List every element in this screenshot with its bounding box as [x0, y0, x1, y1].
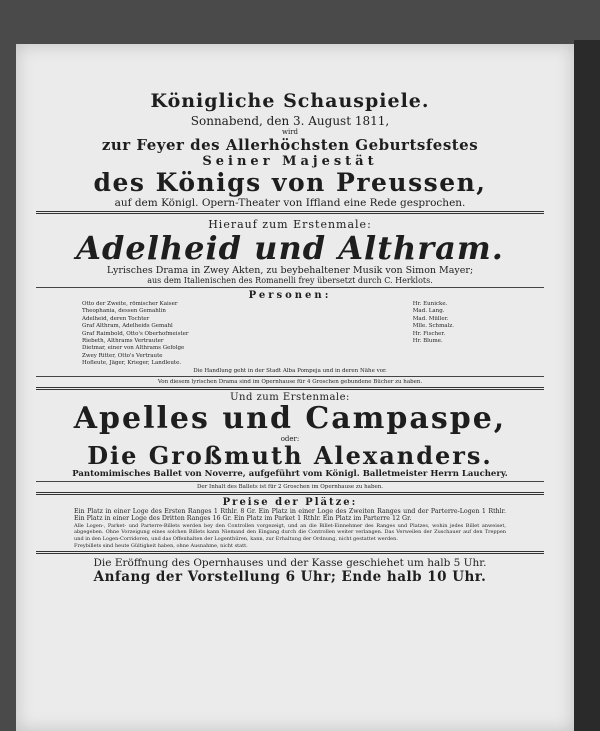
role-name: Adelheid, deren Tochter [82, 315, 150, 322]
cast-list [26, 301, 554, 368]
performance-date: Sonnabend, den 3. August 1811, [190, 114, 390, 128]
play-description: Lyrisches Drama in Zwey Akten, zu beybehaltener Musik von Simon Mayer; [106, 265, 474, 276]
cast-roles [82, 301, 189, 368]
theatre-title: Königliche Schauspiele. [150, 90, 430, 112]
opening-time: Die Eröffnung des Opernhauses und der Kasse geschiehet um halb 5 Uhr. [93, 557, 487, 570]
actor-name: Hr. Fischer. [412, 330, 446, 337]
free-ticket-note: Freybillets sind heute Gültigkeit haben, ohne Ausnahme, nicht statt. [74, 542, 248, 549]
cast-actors [413, 301, 494, 368]
actor-name: Hr. Blume. [412, 338, 443, 345]
role-name: Riebeth, Althrams Vertrauter [82, 338, 164, 345]
scan-background-top [0, 0, 600, 44]
word-oder: oder: [280, 434, 300, 443]
playbill-content [26, 88, 554, 585]
ballet-subtitle: Die Großmuth Alexanders. [87, 442, 493, 469]
scan-background-right [574, 40, 600, 731]
actor-name: Hr. Eunicke. [412, 301, 448, 307]
play-title-adelheid: Adelheid und Althram. [76, 231, 504, 265]
divider [36, 551, 544, 554]
role-name: Theophania, dessen Gemahlin [82, 308, 166, 315]
role-name: Otto der Zweite, römischer Kaiser [82, 301, 178, 307]
actor-name: Mlle. Schmalz. [412, 323, 454, 330]
cast-heading: Personen: [248, 290, 332, 301]
second-first-time-intro: Und zum Erstenmale: [230, 391, 350, 403]
first-time-intro: Hierauf zum Erstenmale: [208, 218, 372, 231]
occasion-line: zur Feyer des Allerhöchsten Geburtsfestes [101, 136, 479, 154]
role-name: Hofleute, Jäger, Krieger, Landleute. [82, 360, 182, 367]
majesty-line: Seiner Majestät [202, 154, 378, 169]
opera-theatre-line: auf dem Königl. Opern-Theater von Iffland eine Rede gesprochen. [114, 197, 466, 209]
role-name: Graf Althram, Adelheids Gemahl [82, 323, 173, 330]
role-name: Dietmar, einer von Althrams Gefolge [82, 345, 185, 352]
word-wird: wird [281, 128, 299, 136]
actor-name: Mad. Lang. [412, 308, 445, 315]
divider [36, 287, 544, 288]
actor-name: Mad. Müller. [412, 315, 449, 322]
role-name: Graf Raimbold, Otto's Oberhofmeister [82, 330, 189, 337]
start-end-time: Anfang der Vorstellung 6 Uhr; Ende halb 10 Uhr. [93, 569, 487, 586]
divider [36, 211, 544, 214]
ballet-description: Pantomimisches Ballet von Noverre, aufgeführt vom Königl. Balletmeister Herrn Lauchery. [72, 468, 508, 479]
setting-note: Die Handlung geht in der Stadt Alba Pompeja und in deren Nähe vor. [193, 367, 387, 374]
divider [36, 481, 544, 482]
ballet-synopsis-note: Der Inhalt des Ballets ist für 2 Groschen im Opernhause zu haben. [196, 483, 384, 490]
scan-background-left [0, 0, 16, 731]
divider [36, 376, 544, 377]
role-name: Zwey Ritter, Otto's Vertraute [82, 352, 163, 359]
divider [36, 387, 544, 390]
king-line: des Königs von Preussen, [93, 169, 487, 197]
ballet-title-apelles: Apelles und Campaspe, [73, 402, 507, 435]
play-translation-note: aus dem Italienischen des Romanelli frey übersetzt durch C. Herklots. [147, 276, 433, 285]
divider [36, 492, 544, 495]
admission-rules: Alle Logen-, Parket- und Parterre-Billets werden bey den Controllen vorgezeigt, und an die Billet-Einnehmer des Ranges und Platzes, wohin jedes Billet anweiset, abgegeben. Ohne Vorzeigung eines solchen Billets kann Niemand den Eingang durch die Controllen weiter verlangen. Das Verweilen der Zuschauer auf den Treppen und in den Logen-Corridoren, und das Offenhalten der Logenthüren, kann, zur Erhaltung der Ordnung, nicht gestattet werden. [74, 522, 506, 543]
prices-text: Ein Platz in einer Loge des Ersten Ranges 1 Rthlr. 8 Gr. Ein Platz in einer Loge des Zweiten Ranges und der Parterre-Logen 1 Rthlr. Ein Platz in einer Loge des Dritten Ranges 16 Gr. Ein Platz im Parket 1 Rthlr. Ein Platz im Parterre 12 Gr. [74, 507, 506, 523]
libretto-note: Von diesem lyrischen Drama sind im Opernhause für 4 Groschen gebundene Bücher zu haben. [157, 378, 423, 385]
prices-heading: Preise der Plätze: [222, 496, 358, 508]
